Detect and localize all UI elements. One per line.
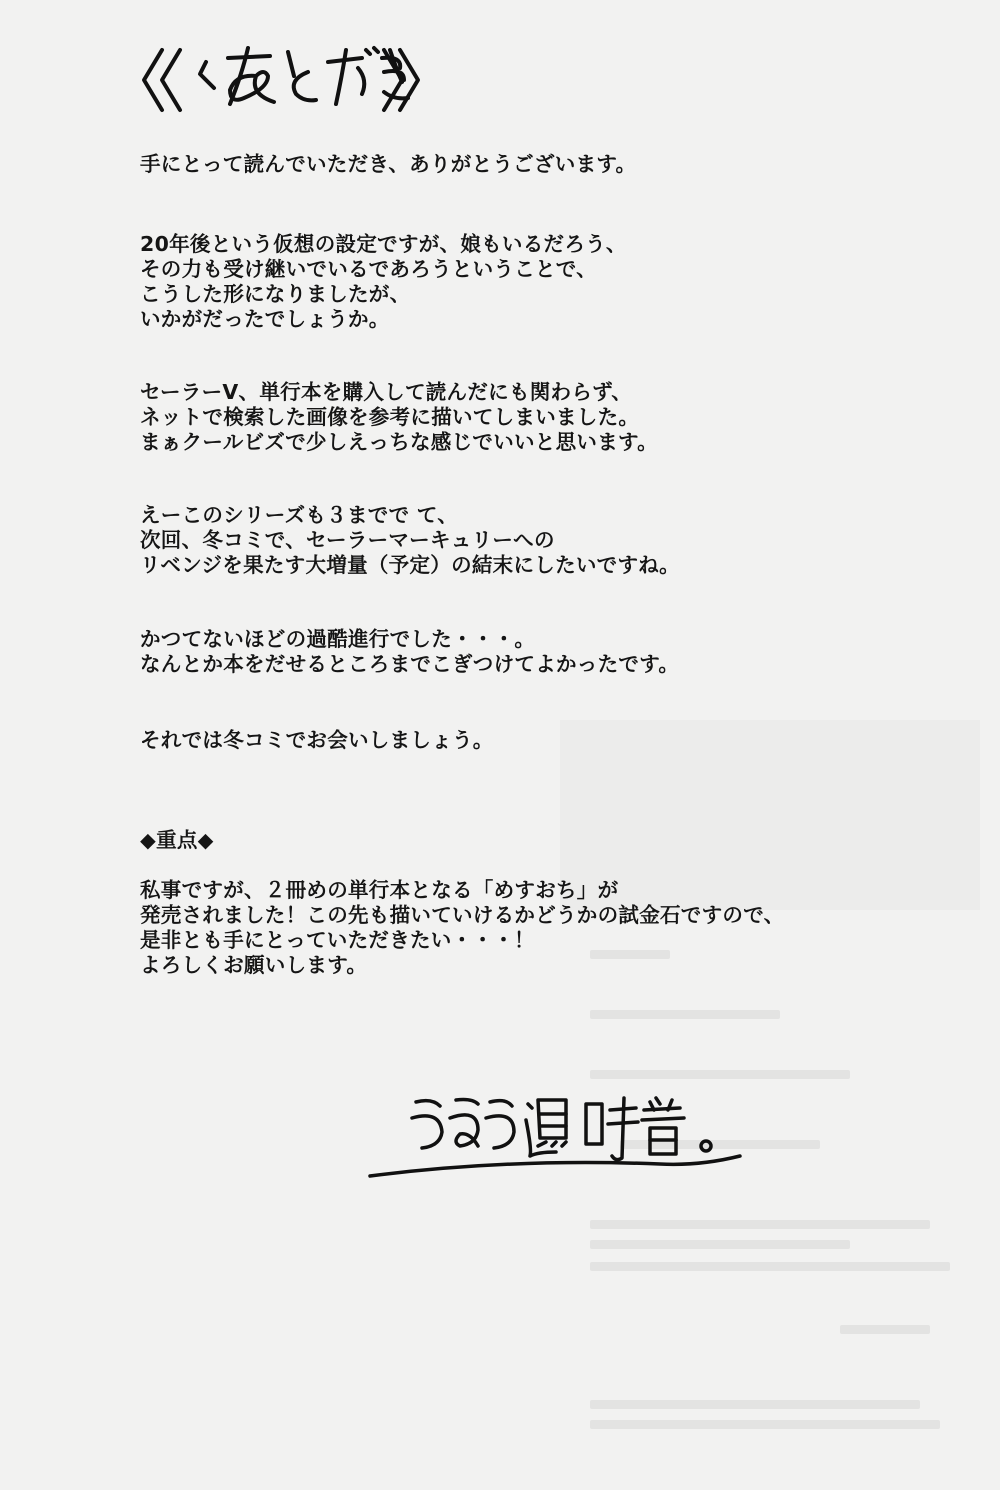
show-through-line [590,1240,850,1249]
schedule-paragraph [140,627,679,677]
setting-paragraph [140,232,627,332]
text-line: ◆重点◆ [140,828,214,852]
text-line: なんとか本をだせるところまでこぎつけてよかったです。 [140,652,680,676]
thanks-paragraph [140,152,636,177]
show-through-line [590,1400,920,1409]
text-line: 私事ですが、２冊めの単行本となる「めすおち」が [140,878,619,902]
text-line: 是非とも手にとっていただきたい・・・！ [140,928,535,952]
text-line: こうした形になりましたが、 [140,282,411,306]
show-through-line [590,1220,930,1229]
author-signature [360,1080,750,1190]
text-line: セーラーV、単行本を購入して読んだにも関わらず、 [140,380,633,404]
text-line: リベンジを果たす大増量（予定）の結末にしたいですね。 [140,553,680,577]
text-line: いかがだったでしょうか。 [140,307,390,331]
show-through-line [590,1010,780,1019]
text-line: その力も受け継いでいるであろうということで、 [140,257,597,281]
show-through-line [840,1325,930,1334]
closing-paragraph [140,728,494,753]
text-line: まぁクールビズで少しえっちな感じでいいと思います。 [140,430,658,454]
text-line: それでは冬コミでお会いしましょう。 [140,728,494,752]
sailor-v-paragraph [140,380,658,455]
show-through-line [590,1070,850,1079]
show-through-line [590,1420,940,1429]
show-through-line [590,1262,950,1271]
afterword-heading-lettering [132,28,422,118]
text-line: 手にとって読んでいただき、ありがとうございます。 [140,152,637,176]
text-line: 発売されました！この先も描いていけるかどうかの試金石ですので、 [140,903,785,927]
text-line: 20年後という仮想の設定ですが、娘もいるだろう、 [140,232,627,256]
announcement-paragraph [140,878,784,978]
emphasis-heading [140,828,214,853]
text-line: かつてないほどの過酷進行でした・・・。 [140,627,536,651]
text-line: よろしくお願いします。 [140,953,368,977]
text-line: ネットで検索した画像を参考に描いてしまいました。 [140,405,640,429]
text-line: えーこのシリーズも３までで て、 [140,503,459,527]
text-line: 次回、冬コミで、セーラーマーキュリーへの [140,528,555,552]
series-paragraph [140,503,680,578]
